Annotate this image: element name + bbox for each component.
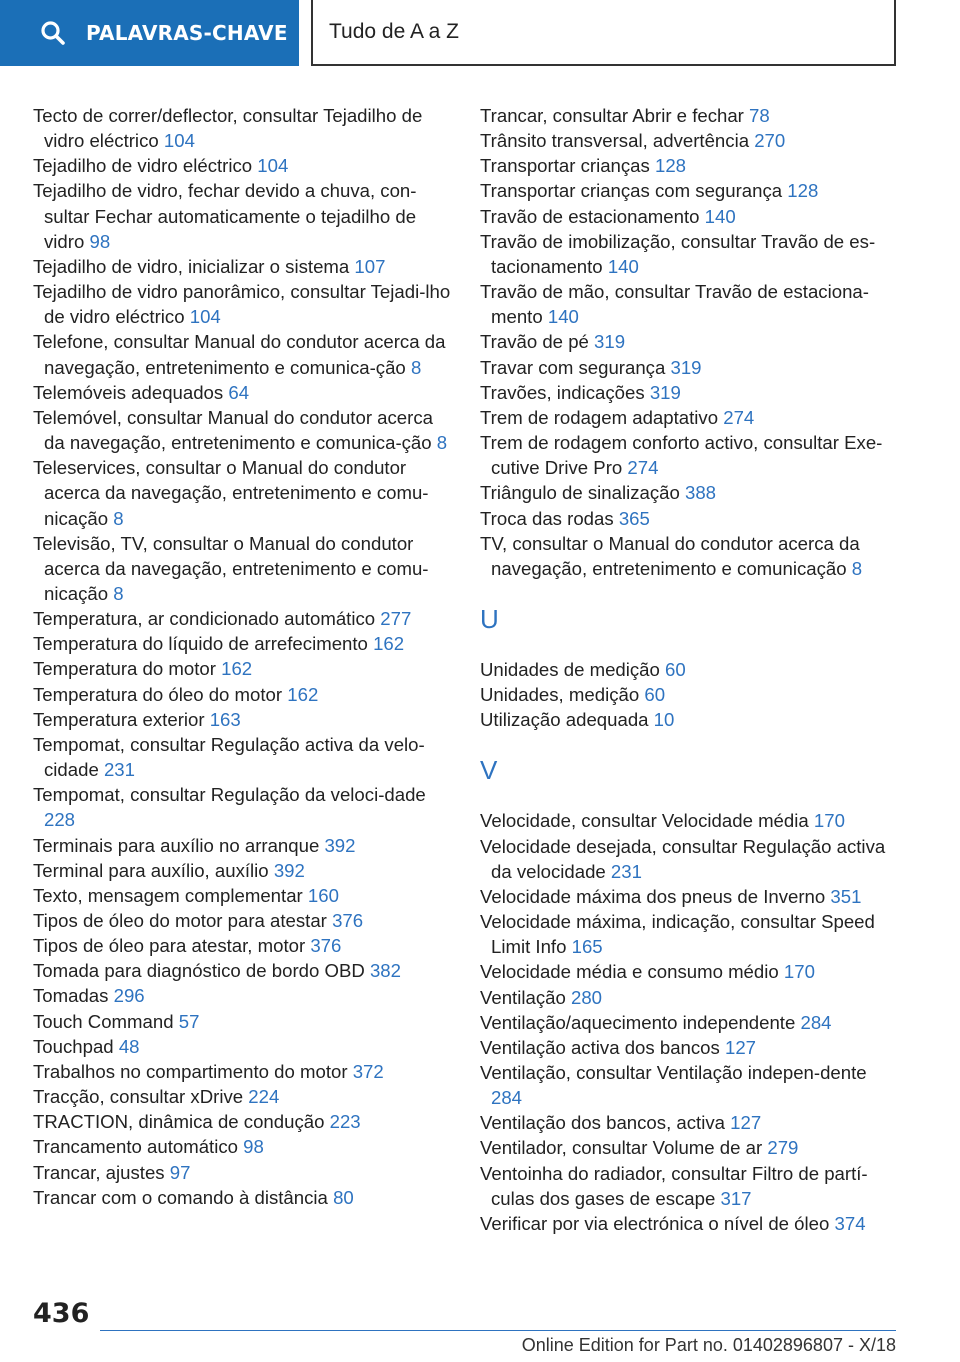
index-entry: [480, 178, 900, 203]
index-entry: [480, 103, 900, 128]
page-reference-link[interactable]: 60: [644, 684, 666, 706]
index-entry: [480, 279, 900, 329]
index-entry-text: Travão de pé: [480, 331, 589, 353]
index-entry: [480, 329, 900, 354]
index-entry-text: Ventilador, consultar Volume de ar: [480, 1137, 763, 1159]
page-reference-link[interactable]: 104: [189, 306, 221, 328]
page-reference-link[interactable]: 284: [800, 1011, 832, 1033]
page-reference-link[interactable]: 8: [410, 356, 422, 378]
page-number: 436: [33, 1298, 90, 1329]
index-entry-text: Travão de estacionamento: [480, 205, 700, 227]
index-entry-text: Tomadas: [33, 985, 109, 1007]
index-entry-text: Teleservices, consultar o Manual do condutor acerca da navegação, entretenimento e comu-nicação: [33, 457, 429, 529]
index-entry-text: Transportar crianças: [480, 155, 650, 177]
index-entry-text: Triângulo de sinalização: [480, 482, 680, 504]
footer-edition-text: Online Edition for Part no. 01402896807 - X/18: [521, 1335, 896, 1355]
page-reference-link[interactable]: 98: [243, 1136, 264, 1158]
index-entry-text: Ventilação dos bancos, activa: [480, 1112, 725, 1134]
index-entry: [33, 178, 453, 253]
index-entry-text: Transportar crianças com segurança: [480, 180, 783, 202]
index-entry-text: Trancar, ajustes: [33, 1161, 165, 1183]
index-entry: [33, 631, 453, 656]
page-reference-link[interactable]: 48: [118, 1035, 140, 1057]
page-reference-link[interactable]: 365: [618, 507, 650, 529]
page-reference-link[interactable]: 388: [685, 482, 717, 504]
index-entry: [33, 833, 453, 858]
section-letter-u: U: [480, 603, 499, 634]
page-reference-link[interactable]: 223: [329, 1111, 361, 1133]
page-reference-link[interactable]: 127: [730, 1112, 762, 1134]
index-entry-text: Ventilação, consultar Ventilação indepen-dente: [480, 1062, 867, 1083]
index-entry: [33, 606, 453, 631]
page-reference-link[interactable]: 128: [787, 180, 819, 202]
index-entry-text: Unidades de medição: [480, 658, 660, 680]
index-entry: [33, 732, 453, 782]
page-reference-link[interactable]: 107: [354, 255, 386, 277]
index-entry: [33, 279, 453, 329]
index-entry-text: Tomada para diagnóstico de bordo OBD: [33, 960, 365, 982]
index-entry-text: Travão de imobilização, consultar Travão de es-tacionamento: [480, 230, 876, 277]
index-entry-text: Temperatura do óleo do motor: [33, 683, 283, 705]
index-entry-text: Tecto de correr/deflector, consultar Tejadilho de vidro eléctrico: [33, 105, 423, 152]
index-entry: [33, 103, 453, 153]
index-entry-text: Temperatura exterior: [33, 708, 205, 730]
page-reference-link[interactable]: 104: [163, 130, 195, 152]
page-reference-link[interactable]: 296: [113, 985, 145, 1007]
index-entry: [33, 254, 453, 279]
index-entry: [480, 1110, 900, 1135]
page-reference-link[interactable]: 170: [783, 961, 815, 983]
index-entry-text: Trem de rodagem conforto activo, consultar Exe-cutive Drive Pro: [480, 432, 883, 479]
index-entry: [33, 983, 453, 1008]
index-entry-text: Touchpad: [33, 1035, 114, 1057]
page-reference-link[interactable]: 277: [380, 608, 412, 630]
index-entry: [33, 858, 453, 883]
page-reference-link[interactable]: 8: [113, 582, 124, 604]
page-reference-link[interactable]: 270: [754, 130, 786, 152]
index-entry-text: Velocidade máxima dos pneus de Inverno: [480, 885, 826, 907]
index-entry-text: Tejadilho de vidro, fechar devido a chuva, con-sultar Fechar automaticamente o tejadilho de vidro: [33, 180, 417, 252]
page-reference-link[interactable]: 10: [653, 709, 675, 731]
page-reference-link[interactable]: 274: [723, 406, 755, 428]
index-entry: [480, 355, 900, 380]
index-entry: [480, 985, 900, 1010]
page-reference-link[interactable]: 280: [570, 986, 603, 1008]
page-reference-link[interactable]: 376: [310, 935, 342, 957]
index-entry-text: Trancar com o comando à distância: [33, 1186, 328, 1208]
index-entry: [480, 204, 900, 229]
index-entry: [33, 329, 453, 379]
index-entry-text: Unidades, medição: [480, 684, 640, 706]
page-reference-link[interactable]: 80: [333, 1186, 354, 1208]
index-entry: [33, 1084, 453, 1109]
index-entry-text: Travão de mão, consultar Travão de estaciona-mento: [480, 281, 869, 328]
index-entry-text: Texto, mensagem complementar: [33, 884, 303, 906]
index-entry: [33, 1185, 453, 1210]
index-entry: [480, 1211, 900, 1236]
index-group-t: [480, 103, 900, 581]
index-entry-text: Velocidade desejada, consultar Regulação activa da velocidade: [480, 835, 886, 882]
index-entry-text: Tejadilho de vidro, inicializar o sistema: [33, 255, 350, 277]
index-entry: [480, 909, 900, 959]
index-entry: [480, 430, 900, 480]
index-entry-text: Ventilação: [480, 986, 566, 1008]
index-entry: [33, 405, 453, 455]
index-entry-text: Temperatura do motor: [33, 658, 216, 680]
page-reference-link[interactable]: 351: [830, 885, 862, 907]
index-tab-label: Tudo de A a Z: [329, 20, 459, 43]
index-entry-text: Tracção, consultar xDrive: [33, 1086, 244, 1108]
page-reference-link[interactable]: 392: [324, 834, 356, 856]
index-entry-text: Telemóvel, consultar Manual do condutor acerca da navegação, entretenimento e comunica-ção: [33, 406, 433, 454]
index-entry-text: Utilização adequada: [480, 709, 649, 731]
index-entry-text: Trem de rodagem adaptativo: [480, 406, 719, 428]
index-column-right: [480, 103, 900, 1236]
index-entry-text: Velocidade média e consumo médio: [480, 961, 779, 983]
index-entry-text: Trânsito transversal, advertência: [480, 130, 750, 152]
index-entry: [480, 707, 900, 732]
page-reference-link[interactable]: 140: [607, 255, 639, 277]
index-entry-text: Ventilação/aquecimento independente: [480, 1011, 796, 1033]
index-entry: [480, 531, 900, 581]
page-reference-link[interactable]: 64: [228, 381, 250, 403]
page-reference-link[interactable]: 8: [436, 432, 448, 454]
page-reference-link[interactable]: 98: [89, 230, 111, 252]
page-reference-link[interactable]: 8: [851, 557, 863, 579]
page-reference-link[interactable]: 162: [221, 658, 253, 680]
index-entry: [33, 958, 453, 983]
page-reference-link[interactable]: 128: [655, 155, 687, 177]
index-entry: [33, 1134, 453, 1159]
index-entry-text: Velocidade, consultar Velocidade média: [480, 810, 809, 832]
index-entry: [33, 782, 453, 832]
page-reference-link[interactable]: 319: [670, 356, 702, 378]
page-reference-link[interactable]: 160: [307, 884, 339, 906]
index-entry: [480, 1010, 900, 1035]
index-entry-text: Touch Command: [33, 1010, 174, 1032]
index-entry: [480, 808, 900, 833]
index-entry: [33, 883, 453, 908]
index-entry-text: Tejadilho de vidro panorâmico, consultar Tejadi-lho de vidro eléctrico: [33, 281, 451, 328]
index-entry: [480, 153, 900, 178]
page-reference-link[interactable]: 163: [209, 708, 241, 730]
index-entry-text: Telemóveis adequados: [33, 381, 224, 403]
page-reference-link[interactable]: 279: [767, 1137, 799, 1159]
index-entry-text: Temperatura do líquido de arrefecimento: [33, 633, 368, 655]
index-entry-text: Ventilação activa dos bancos: [480, 1036, 720, 1058]
index-entry: [33, 682, 453, 707]
index-entry-text: Troca das rodas: [480, 507, 614, 529]
index-entry: [33, 455, 453, 530]
index-entry: [33, 531, 453, 606]
page-reference-link[interactable]: 165: [571, 936, 603, 958]
index-entry: [480, 1035, 900, 1060]
keywords-tab[interactable]: [0, 0, 299, 66]
index-entry-text: Travar com segurança: [480, 356, 666, 378]
index-entry: [480, 405, 900, 430]
index-entry: [480, 128, 900, 153]
page-reference-link[interactable]: 97: [169, 1161, 191, 1183]
index-entry-text: Terminais para auxílio no arranque: [33, 834, 320, 856]
index-entry: [33, 908, 453, 933]
page-reference-link[interactable]: 274: [627, 457, 659, 479]
index-entry: [33, 1009, 453, 1034]
index-entry-text: Tejadilho de vidro eléctrico: [33, 155, 253, 177]
page-reference-link[interactable]: 140: [547, 306, 579, 328]
page-reference-link[interactable]: 170: [813, 810, 845, 832]
index-entry-text: Telefone, consultar Manual do condutor acerca da navegação, entretenimento e comunica-ção: [33, 331, 446, 378]
index-entry-text: Trabalhos no compartimento do motor: [33, 1060, 348, 1082]
page-reference-link[interactable]: 140: [704, 205, 736, 227]
index-entry: [33, 1034, 453, 1059]
page-reference-link[interactable]: 228: [44, 809, 76, 831]
index-entry: [480, 884, 900, 909]
page-reference-link[interactable]: 78: [749, 105, 770, 126]
index-a-z-tab[interactable]: [311, 0, 896, 66]
index-entry-text: Terminal para auxílio, auxílio: [33, 859, 269, 881]
index-column-left: [33, 103, 453, 1210]
index-entry-text: Trancamento automático: [33, 1136, 238, 1158]
index-entry-text: Travões, indicações: [480, 381, 645, 403]
index-entry: [33, 933, 453, 958]
page-reference-link[interactable]: 224: [248, 1086, 280, 1108]
index-entry-text: Tempomat, consultar Regulação da veloci-dade: [33, 784, 426, 806]
page-reference-link[interactable]: 374: [834, 1212, 866, 1234]
index-entry: [480, 959, 900, 984]
index-entry-text: Televisão, TV, consultar o Manual do condutor acerca da navegação, entretenimento e comu-nicação: [33, 532, 429, 604]
index-entry-text: TV, consultar o Manual do condutor acerca da navegação, entretenimento e comunicação: [480, 532, 860, 579]
index-entry: [480, 1161, 900, 1211]
keywords-tab-label: PALAVRAS-CHAVE: [86, 21, 288, 45]
index-entry: [33, 1160, 453, 1185]
page-reference-link[interactable]: 319: [594, 331, 626, 353]
page-reference-link[interactable]: 60: [665, 658, 686, 680]
index-entry: [480, 506, 900, 531]
index-entry: [480, 1135, 900, 1160]
index-entry: [480, 834, 900, 884]
index-entry: [33, 153, 453, 178]
index-entry: [33, 1109, 453, 1134]
top-navigation: [0, 0, 960, 68]
page-reference-link[interactable]: 382: [369, 960, 401, 982]
index-entry-text: Velocidade máxima, indicação, consultar Speed Limit Info: [480, 911, 875, 958]
page-reference-link[interactable]: 319: [649, 381, 681, 403]
index-entry-text: Verificar por via electrónica o nível de óleo: [480, 1212, 830, 1234]
index-entry-text: TRACTION, dinâmica de condução: [33, 1111, 325, 1133]
page-reference-link[interactable]: 372: [352, 1060, 384, 1082]
page-reference-link[interactable]: 231: [610, 860, 642, 882]
search-icon: [40, 20, 66, 46]
page-reference-link[interactable]: 317: [720, 1187, 752, 1209]
index-entry: [33, 707, 453, 732]
index-entry: [480, 657, 900, 682]
index-entry: [33, 656, 453, 681]
index-entry-text: Temperatura, ar condicionado automático: [33, 608, 376, 630]
index-entry-text: Tipos de óleo para atestar, motor: [33, 935, 306, 957]
footer-divider: [100, 1330, 896, 1331]
index-entry-text: Trancar, consultar Abrir e fechar: [480, 105, 744, 126]
section-letter-v: V: [480, 755, 498, 786]
page-reference-link[interactable]: 104: [257, 155, 289, 177]
index-entry: [33, 380, 453, 405]
index-entry-text: Ventoinha do radiador, consultar Filtro de partí-culas dos gases de escape: [480, 1162, 868, 1209]
page-reference-link[interactable]: 231: [103, 759, 135, 781]
index-entry-text: Tempomat, consultar Regulação activa da velo-cidade: [33, 733, 425, 781]
page-reference-link[interactable]: 376: [332, 910, 364, 931]
index-entry: [33, 1059, 453, 1084]
index-group-u: [480, 657, 900, 732]
page-reference-link[interactable]: 8: [113, 507, 124, 529]
index-entry: [480, 480, 900, 505]
page-reference-link[interactable]: 57: [178, 1010, 200, 1032]
index-entry: [480, 229, 900, 279]
page-reference-link[interactable]: 162: [373, 633, 405, 655]
page-reference-link[interactable]: 284: [491, 1087, 523, 1109]
page-reference-link[interactable]: 162: [287, 683, 319, 705]
index-entry: [480, 682, 900, 707]
index-entry: [480, 380, 900, 405]
page-reference-link[interactable]: 392: [273, 859, 305, 881]
page-reference-link[interactable]: 127: [724, 1036, 757, 1058]
index-group-v: [480, 808, 900, 1236]
index-entry-text: Tipos de óleo do motor para atestar: [33, 910, 327, 931]
index-entry: [480, 1060, 900, 1110]
